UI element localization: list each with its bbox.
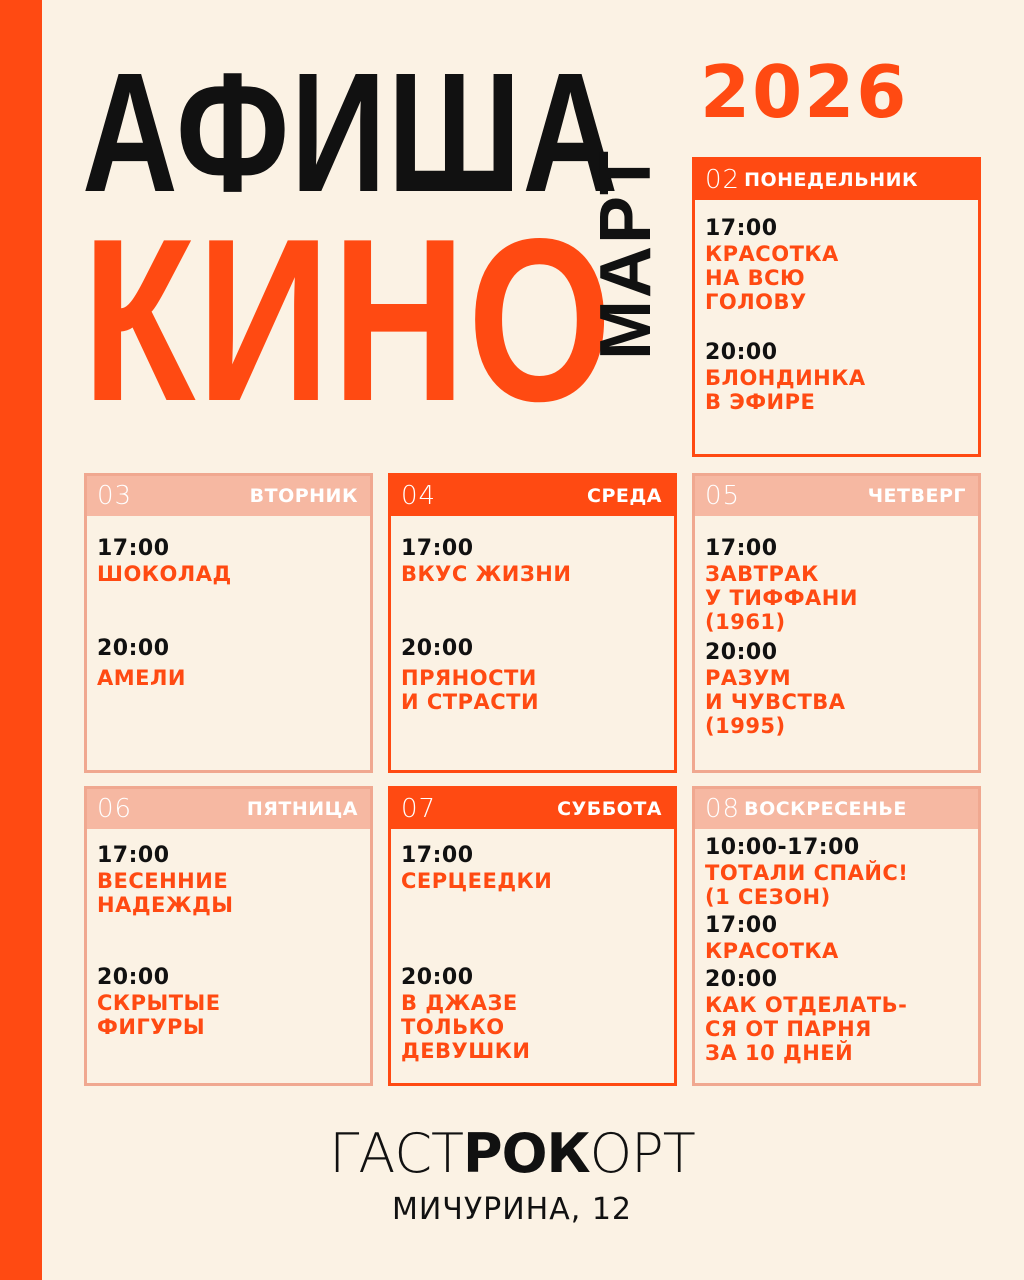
- day-number: 04: [401, 481, 437, 511]
- event-title: РАЗУМ И ЧУВСТВА (1995): [705, 666, 846, 738]
- event-title: КРАСОТКА: [705, 939, 839, 963]
- day-number: 08: [705, 794, 741, 824]
- event-item: [97, 536, 360, 586]
- day-number: 06: [97, 794, 133, 824]
- event-title: АМЕЛИ: [97, 666, 187, 690]
- day-card-wednesday: [388, 473, 677, 773]
- day-card-header: [695, 476, 978, 516]
- day-card-saturday: [388, 786, 677, 1086]
- event-item: [97, 965, 360, 1039]
- day-name: ВОСКРЕСЕНЬЕ: [744, 798, 907, 820]
- day-card-sunday: [692, 786, 981, 1086]
- event-time: 17:00: [401, 536, 474, 561]
- event-item: [705, 216, 968, 314]
- event-title: ВЕСЕННИЕ НАДЕЖДЫ: [97, 869, 234, 917]
- day-name: ВТОРНИК: [249, 485, 358, 507]
- event-title: ТОТАЛИ СПАЙС! (1 СЕЗОН): [705, 861, 909, 909]
- event-title: ШОКОЛАД: [97, 562, 232, 586]
- event-item: [401, 843, 664, 893]
- brand-part-bold: РОК: [463, 1122, 590, 1185]
- brand-part: ГАСТ: [329, 1122, 464, 1185]
- day-card-header: [391, 789, 674, 829]
- day-number: 03: [97, 481, 133, 511]
- event-time: 10:00-17:00: [705, 835, 860, 860]
- event-title: БЛОНДИНКА В ЭФИРЕ: [705, 366, 866, 414]
- event-title: ВКУС ЖИЗНИ: [401, 562, 572, 586]
- day-card-header: [695, 789, 978, 829]
- event-time: 20:00: [705, 967, 778, 992]
- venue-address: МИЧУРИНА, 12: [391, 1192, 633, 1227]
- brand-logo: [0, 1124, 1024, 1184]
- day-card-header: [87, 789, 370, 829]
- day-card-header: [391, 476, 674, 516]
- event-time: 17:00: [97, 843, 170, 868]
- day-number: 02: [705, 165, 741, 195]
- title-afisha: АФИША: [82, 38, 620, 228]
- event-item: [401, 965, 664, 1063]
- event-time: 17:00: [705, 216, 778, 241]
- event-item: [401, 636, 664, 714]
- event-item: [97, 843, 360, 917]
- event-title: КРАСОТКА НА ВСЮ ГОЛОВУ: [705, 242, 839, 314]
- event-time: 20:00: [97, 965, 170, 990]
- event-item: [705, 967, 968, 1065]
- event-time: 17:00: [97, 536, 170, 561]
- event-title: КАК ОТДЕЛАТЬ- СЯ ОТ ПАРНЯ ЗА 10 ДНЕЙ: [705, 993, 908, 1065]
- left-accent-stripe: [0, 0, 42, 1280]
- event-time: 20:00: [401, 965, 474, 990]
- day-name: СРЕДА: [587, 485, 662, 507]
- event-item: [401, 536, 664, 586]
- day-card-header: [87, 476, 370, 516]
- event-time: 20:00: [705, 340, 778, 365]
- event-time: 20:00: [401, 636, 474, 661]
- event-time: 17:00: [705, 913, 778, 938]
- day-name: ЧЕТВЕРГ: [867, 485, 966, 507]
- day-card-header: [695, 160, 978, 200]
- event-title: СКРЫТЫЕ ФИГУРЫ: [97, 991, 221, 1039]
- event-title: ПРЯНОСТИ И СТРАСТИ: [401, 666, 540, 714]
- event-title: ЗАВТРАК У ТИФФАНИ (1961): [705, 562, 858, 634]
- title-kino: КИНО: [82, 191, 614, 450]
- day-card-friday: [84, 786, 373, 1086]
- month-label: МАРТ: [586, 148, 666, 360]
- day-number: 05: [705, 481, 741, 511]
- event-time: 20:00: [705, 640, 778, 665]
- day-name: ПОНЕДЕЛЬНИК: [744, 169, 919, 191]
- day-number: 07: [401, 794, 437, 824]
- day-card-tuesday: [84, 473, 373, 773]
- event-time: 17:00: [705, 536, 778, 561]
- event-item: [705, 640, 968, 738]
- year-label: 2026: [700, 50, 909, 134]
- event-item: [705, 536, 968, 634]
- day-name: СУББОТА: [557, 798, 662, 820]
- event-item: [705, 340, 968, 414]
- event-title: СЕРЦЕЕДКИ: [401, 869, 553, 893]
- event-time: 20:00: [97, 636, 170, 661]
- event-time: 17:00: [401, 843, 474, 868]
- event-item: [97, 636, 360, 690]
- day-card-thursday: [692, 473, 981, 773]
- brand-part: ОРТ: [589, 1122, 695, 1185]
- event-item: [705, 913, 968, 963]
- event-title: В ДЖАЗЕ ТОЛЬКО ДЕВУШКИ: [401, 991, 531, 1063]
- day-card-monday: [692, 157, 981, 457]
- day-name: ПЯТНИЦА: [246, 798, 358, 820]
- event-item: [705, 835, 968, 909]
